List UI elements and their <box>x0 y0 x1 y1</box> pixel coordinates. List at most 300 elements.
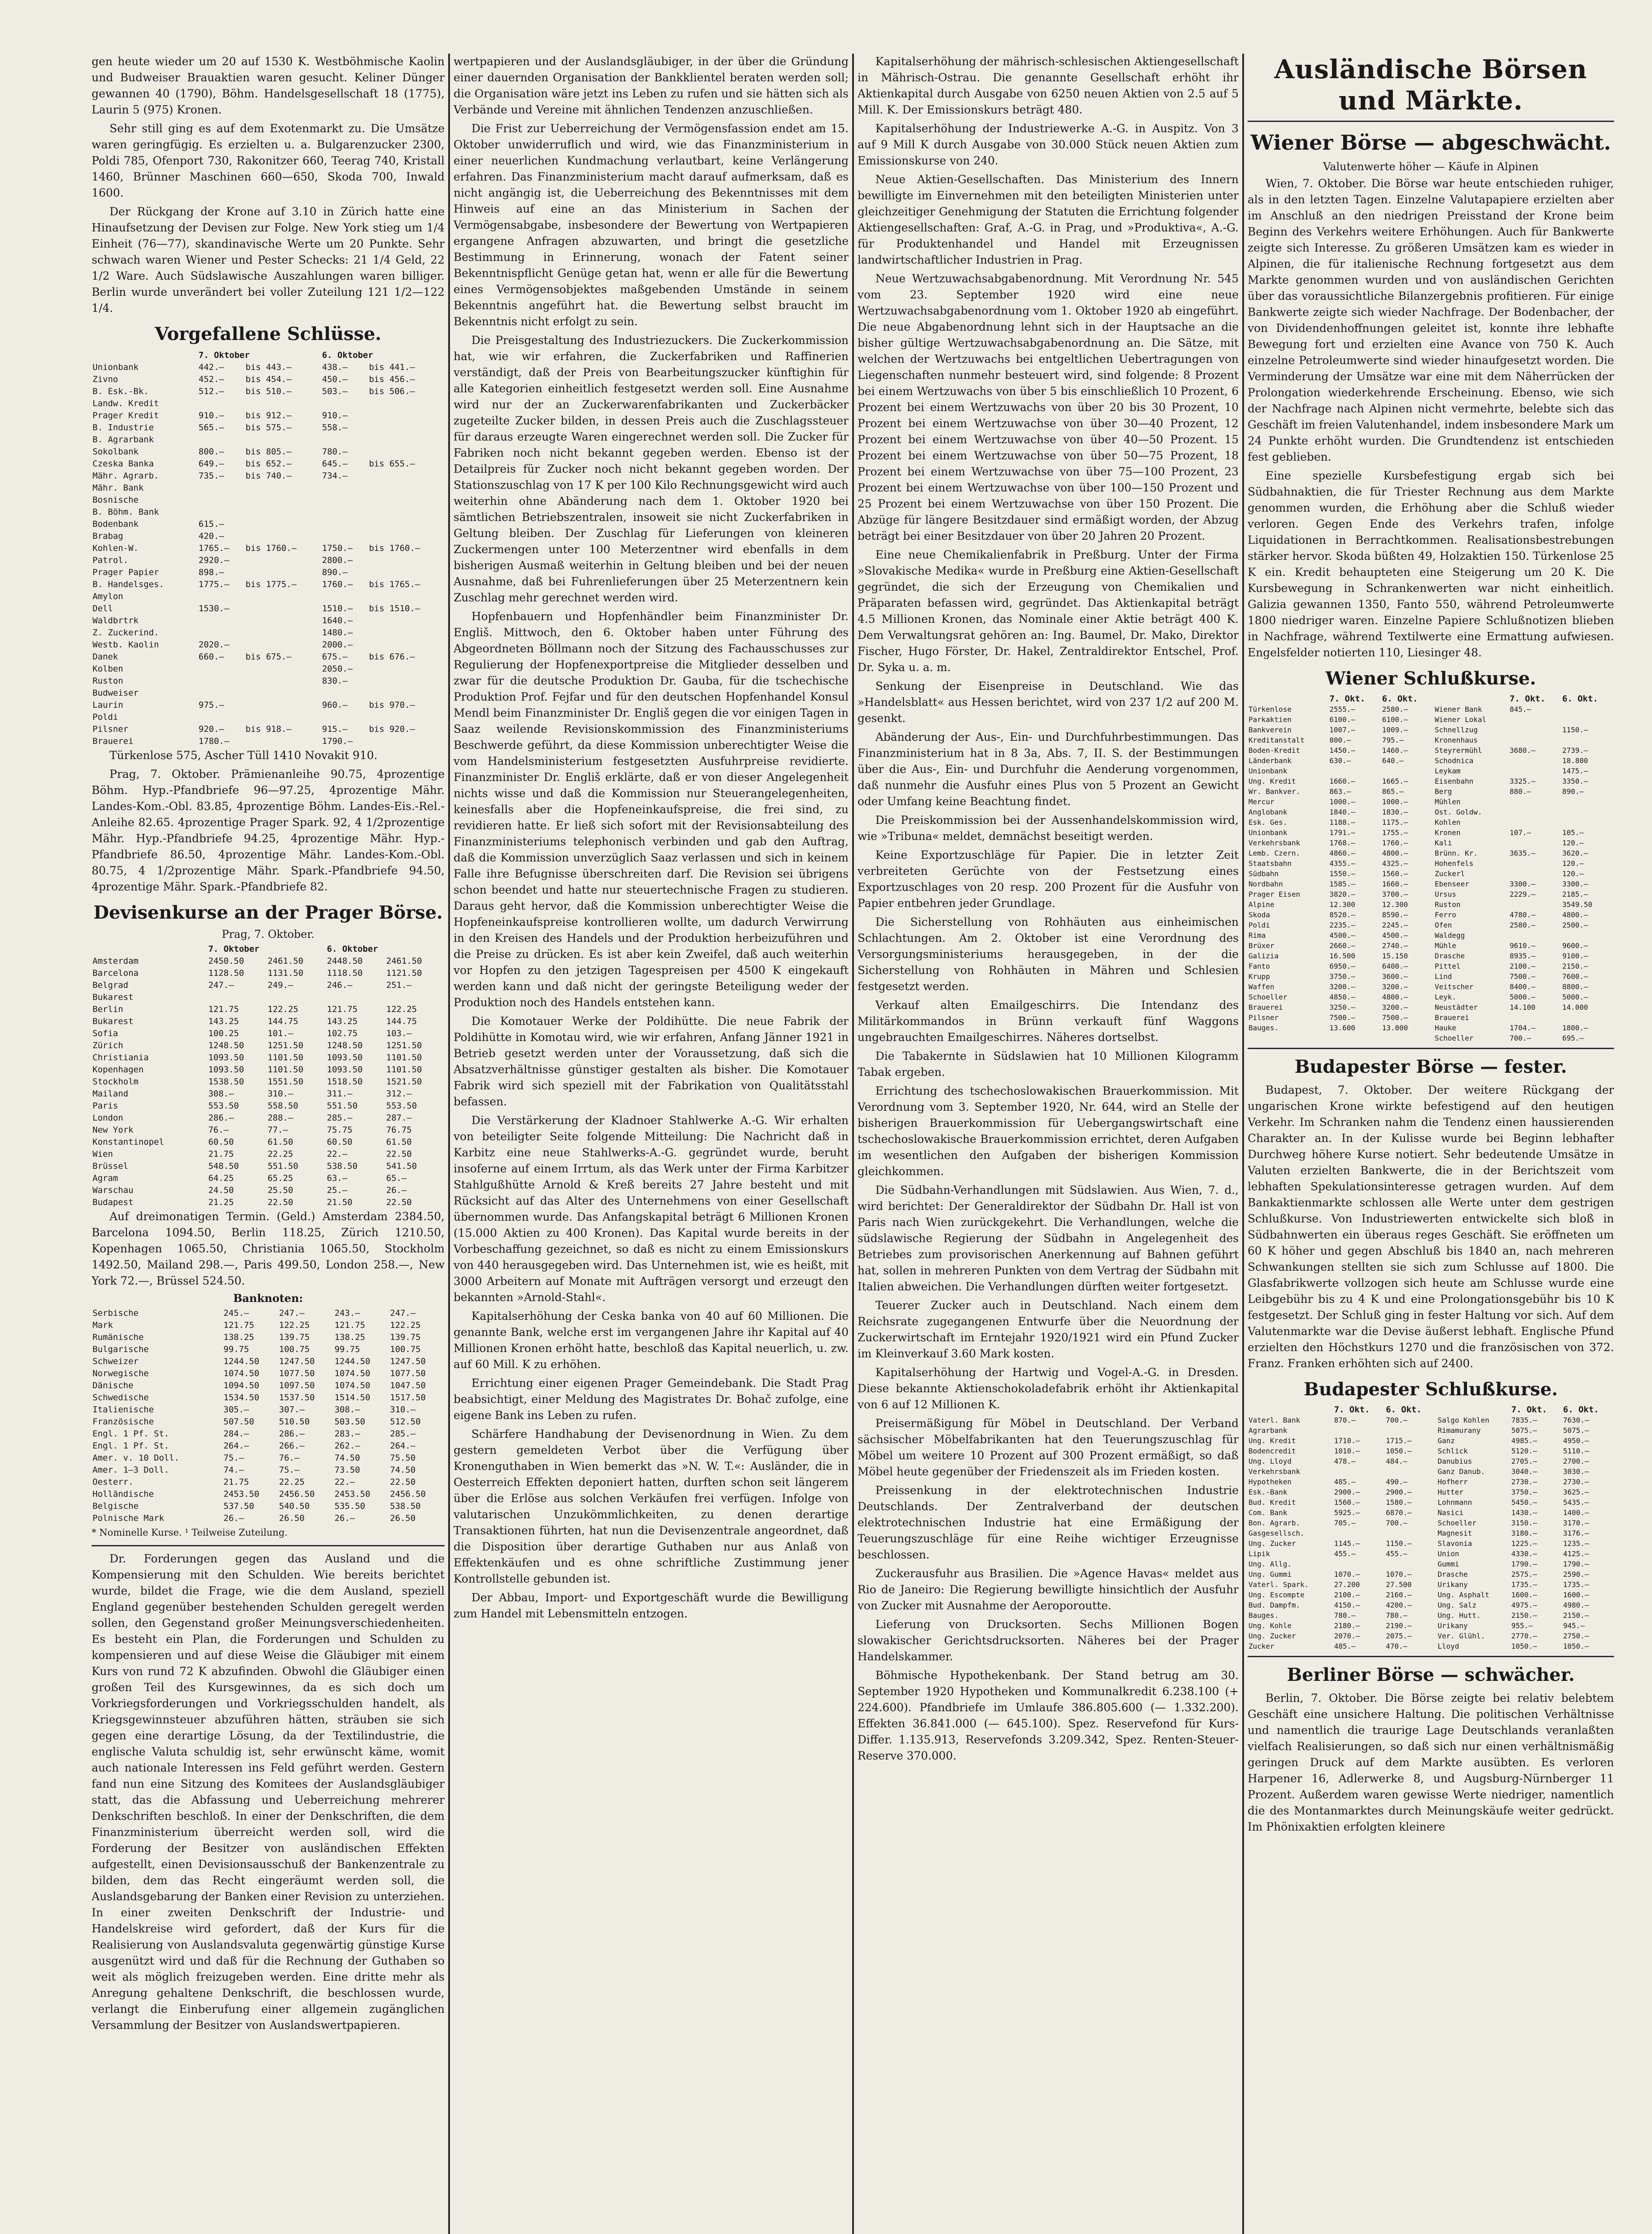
table-row <box>92 579 445 591</box>
rate-value: 1800.— <box>1562 1024 1588 1032</box>
rate-value: 100.75 <box>390 1344 421 1354</box>
rate-value: 144.75 <box>386 1016 417 1026</box>
rate-value: 1235.— <box>1563 1539 1589 1548</box>
rate-value: bis 575.— <box>245 423 292 433</box>
rate-value: 485.— <box>1334 1642 1356 1650</box>
rate-value: 1000.— <box>1382 798 1408 806</box>
rate-value <box>1561 704 1614 714</box>
row-label: Brauerei <box>1248 1003 1283 1012</box>
rate-value: 870.— <box>1334 1416 1356 1424</box>
article-paragraph: Keine Exportzuschläge für Papier. Die in letzter Zeit verbreiteten Gerüchte von der Festsetzung eines Exportzuschlages von 20 resp. 200 Prozent für die Ausfuhr von Papier entbehren jeder Grundlage. <box>858 848 1239 910</box>
rate-value: 120.— <box>1562 839 1584 847</box>
table-row <box>92 1416 445 1428</box>
rate-value <box>321 591 368 603</box>
row-label: Lloyd <box>1438 1642 1459 1650</box>
rate-value <box>1509 858 1561 869</box>
section-heading: Budapester Börse — fester. <box>1295 1056 1567 1077</box>
rate-value <box>198 591 244 603</box>
rate-value <box>368 434 445 446</box>
table-row <box>92 1136 445 1148</box>
rate-value <box>198 506 244 518</box>
article-note: Türkenlose 575, Ascher Tüll 1410 Novakit 910. <box>109 749 378 762</box>
table-row <box>1248 1415 1614 1425</box>
row-label: Skoda <box>1248 911 1270 919</box>
rate-value: 266.— <box>279 1441 305 1451</box>
rate-value: 120.— <box>1562 869 1584 878</box>
row-label: Brünn. Kr. <box>1434 849 1478 857</box>
rate-value: 1710.— <box>1334 1436 1360 1445</box>
rate-value: 75.— <box>223 1453 244 1463</box>
rate-value <box>198 434 244 446</box>
row-label: Boden-Kredit <box>1248 746 1300 755</box>
row-label: Rima <box>1248 931 1266 940</box>
rate-value: 1400.— <box>1563 1508 1589 1517</box>
row-label: Schoeller <box>1438 1519 1476 1527</box>
row-label: Zuckerl <box>1434 869 1465 878</box>
row-label: Mark <box>92 1320 113 1330</box>
rate-value <box>198 687 244 699</box>
rate-value: 450.— <box>322 374 348 384</box>
row-label: Amer. v. 10 Doll. <box>92 1453 180 1463</box>
rate-value: 26.— <box>386 1185 407 1195</box>
rate-value <box>1561 735 1614 745</box>
article-paragraph: wertpapieren und der Auslandsgläubiger, in der über die Gründung einer dauernden Organisation der Bankklientel beraten werden soll; die Organisation wäre jetzt ins Leben zu rufen und sie hätten sich als Verbände und Vereine mit ähnlichen Tendenzen anzuschließen. <box>454 55 849 116</box>
table-row <box>1248 725 1614 735</box>
rate-value: 26.— <box>223 1513 244 1523</box>
row-label: Verkehrsbank <box>1248 1467 1300 1476</box>
row-label: Brüxer <box>1248 941 1274 950</box>
rate-value: 2020.— <box>198 640 230 650</box>
rate-value: 507.50 <box>223 1417 254 1427</box>
rate-value: 138.25 <box>334 1332 366 1342</box>
rate-value: 143.25 <box>327 1016 358 1026</box>
rate-value: 800.— <box>1329 736 1351 744</box>
rate-value <box>321 398 368 410</box>
rate-value: 565.— <box>198 423 224 433</box>
row-label: Paris <box>92 1101 118 1111</box>
rate-value: 1775.— <box>198 579 230 589</box>
row-label: Barcelona <box>92 968 139 978</box>
rate-value: 2770.— <box>1511 1632 1537 1640</box>
row-label: Bodenbank <box>92 519 139 529</box>
rate-value <box>244 675 321 687</box>
rate-value: 1560.— <box>1334 1498 1360 1507</box>
rate-value <box>244 506 321 518</box>
row-label: Wr. Bankver. <box>1248 787 1300 796</box>
row-label: Amsterdam <box>92 956 139 966</box>
article-paragraph: Sehr still ging es auf dem Exotenmarkt zu. Die Umsätze waren geringfügig. Es erzielten u. a. Bulgarenzucker 2300, Poldi 785, Ofenport 730, Rakonitzer 660, Teerag 740, Kristall 1460, Brünner Maschinen 660—650, Skoda 700, Inwald 1600. <box>92 122 445 199</box>
rate-value: 2740.— <box>1382 941 1408 950</box>
rate-value <box>1333 1528 1385 1538</box>
row-label: Bulgarische <box>92 1344 149 1354</box>
table-row <box>1248 838 1614 848</box>
row-label: Bud. Dampfm. <box>1248 1601 1300 1609</box>
rate-value: 915.— <box>322 724 348 734</box>
rate-value: 3200.— <box>1329 983 1355 991</box>
row-label: Ruston <box>1434 900 1461 909</box>
article-paragraph: Dr. Forderungen gegen das Ausland und die Kompensierung mit den Schulden. Wie bereits berichtet wurde, bildet die Frage, wie die dem Ausland, speziell England gegenüber bestehenden Schulden geregelt werden sollen, den Gegenstand großer Meinungsverschiedenheiten. Es besteht ein Plan, die Forderungen und Schulden zu kompensieren und auf diese Weise die Gläubiger mit einem Kurs von rund 72 K abzufinden. Obwohl die Gläubiger einen großen Teil des Kursgewinnes, da es sich doch um Vorkriegsforderungen und Vorkriegsschulden handelt, als Kriegsgewinnsteuer abzuführen hätten, sträuben sie sich gegen eine derartige Lösung, da der Textilindustrie, die englische Valuta schuldig ist, sehr erwünscht käme, womit auch nationale Interessen ins Feld geführt werden. Gestern fand nun eine Sitzung des Komitees der Auslandsgläubiger statt, das die Abfassung und Ueberreichung mehrerer Denkschriften beschloß. In einer der Denkschriften, die dem Finanzministerium überreicht werden soll, wird die Forderung der Besitzer von ausländischen Effekten aufgestellt, einen Devisionsausschuß der Bankenzentrale zu bilden, dem das Recht eingeräumt werden soll, die Auslandsgebarung der Banken einer Revision zu unterziehen. In einer zweiten Denkschrift der Industrie- und Handelskreise wird gefordert, daß der Kurs für die Realisierung von Auslandsvaluta gegenwärtig günstige Kurse ausgenützt wird und daß für die Rechnung der Guthaben so weit als möglich freizugeben werden. Eine dritte mehr als Anregung gehaltene Denkschrift, die beschlossen wurde, verlangt die Einberufung einer allgemein zugänglichen Versammlung der Besitzer von Auslandswertpapieren. <box>92 1552 445 2032</box>
rate-value: 649.— <box>198 459 224 469</box>
section-heading: Wiener Schlußkurse. <box>1325 668 1536 689</box>
row-label: Waldbrtrk <box>92 616 139 626</box>
rate-value: 2100.— <box>1509 962 1536 970</box>
table-row <box>92 422 445 434</box>
row-label: Vaterl. Spark. <box>1248 1580 1309 1589</box>
date-header: 7. Okt. <box>1509 694 1546 704</box>
table-row <box>92 446 445 458</box>
rate-value: bis 920.— <box>369 724 415 734</box>
rate-value <box>1509 1012 1561 1023</box>
table-row <box>1248 1023 1614 1033</box>
rate-value: 2000.— <box>322 640 353 650</box>
rate-value: 3750.— <box>1511 1488 1537 1496</box>
table-row <box>1248 745 1614 756</box>
rate-value: 2453.50 <box>223 1489 260 1499</box>
table-row <box>92 1172 445 1184</box>
row-label: Ung. Gummi <box>1248 1570 1292 1579</box>
rate-value: 1050.— <box>1386 1447 1412 1455</box>
rate-value: 13.600 <box>1329 1024 1355 1032</box>
rate-value <box>244 530 321 542</box>
row-label: Hauke <box>1434 1024 1456 1032</box>
rate-value: 863.— <box>1329 787 1351 796</box>
rate-value <box>368 627 445 639</box>
rate-value: 139.75 <box>279 1332 310 1342</box>
rate-value: 1145.— <box>1334 1539 1360 1548</box>
rate-value: 1244.50 <box>223 1356 260 1366</box>
table-row <box>92 458 445 470</box>
rate-value <box>198 711 244 723</box>
rate-value: 1251.50 <box>267 1041 303 1050</box>
rate-value: 537.50 <box>223 1501 254 1511</box>
table-row <box>1248 971 1614 982</box>
row-label: Hofherr <box>1438 1478 1468 1486</box>
table-row <box>1248 1518 1614 1528</box>
table-row <box>92 518 445 530</box>
rate-value: 5435.— <box>1563 1498 1589 1507</box>
rate-value: 478.— <box>1334 1457 1356 1466</box>
rate-value: 3170.— <box>1563 1519 1589 1527</box>
rate-value: 139.75 <box>390 1332 421 1342</box>
row-label: Salgo Kohlen <box>1438 1416 1489 1424</box>
article-paragraph: Preissenkung in der elektrotechnischen Industrie Deutschlands. Der Zentralverband der deutschen elektrotechnischen Industrie hat eine Ermäßigung der Teuerungszuschläge für eine Reihe wichtiger Erzeugnisse beschlossen. <box>858 1484 1239 1561</box>
table-row <box>92 1004 445 1016</box>
rate-value: 455.— <box>1386 1550 1408 1558</box>
devisen-table <box>92 943 445 1209</box>
rate-value: 61.50 <box>267 1137 294 1147</box>
row-label: Ung. Salz <box>1438 1601 1476 1609</box>
row-label: Ebenseer <box>1434 880 1469 888</box>
row-label: B. Agrarbank <box>92 435 154 445</box>
date-header: 7. Oktober <box>208 944 260 954</box>
rate-value <box>368 711 445 723</box>
rate-value: 880.— <box>1509 787 1531 796</box>
rate-value: 15.150 <box>1382 952 1408 960</box>
rate-value: 700.— <box>1386 1416 1408 1424</box>
rate-value: 4325.— <box>1382 859 1408 868</box>
table-row <box>1248 930 1614 941</box>
rate-value: 2750.— <box>1563 1632 1589 1640</box>
rate-value: 1128.50 <box>208 968 244 978</box>
rate-value: 2730.— <box>1511 1478 1537 1486</box>
rate-value: 2070.— <box>1334 1632 1360 1640</box>
rate-value: 1010.— <box>1334 1447 1360 1455</box>
rate-value: 7500.— <box>1509 972 1536 981</box>
table-row <box>1248 982 1614 992</box>
date-header: 6. Okt. <box>1382 694 1418 704</box>
table-row <box>92 1404 445 1416</box>
rate-value: 2730.— <box>1563 1478 1589 1486</box>
rate-value: 1791.— <box>1329 828 1355 837</box>
rate-value: 288.— <box>267 1113 294 1123</box>
row-label: Krupp <box>1248 972 1270 981</box>
row-label: Prager Kredit <box>92 411 159 420</box>
rate-value: 75.75 <box>327 1125 353 1135</box>
rate-value <box>244 663 321 675</box>
rate-value <box>1385 1425 1437 1436</box>
rate-value: 122.25 <box>267 1004 298 1014</box>
rate-value: 6100.— <box>1329 715 1355 724</box>
rate-value: 1430.— <box>1511 1508 1537 1517</box>
article-paragraph: Die Komotauer Werke der Poldihütte. Die neue Fabrik der Poldihütte in Komotau wird, wie wir erfahren, Anfang Jänner 1921 in Betrieb gesetzt werden unter der Voraussetzung, daß sich die Absatzverhältnisse günstiger gestalten als bisher. Die Komotauer Fabrik wird sich speziell mit der Fabrikation von Qualitätsstahl befassen. <box>454 1015 849 1108</box>
row-label: Prager Papier <box>92 567 159 577</box>
row-label: Parkaktien <box>1248 715 1292 724</box>
row-label: B. Industrie <box>92 423 154 433</box>
row-label: Drasche <box>1434 952 1465 960</box>
rate-value: 510.50 <box>279 1417 310 1427</box>
rate-value: 264.— <box>390 1441 416 1451</box>
table-row <box>92 675 445 687</box>
section-heading: Devisenkurse an der Prager Börse. <box>93 902 443 923</box>
rate-value: 660.— <box>198 652 224 662</box>
rate-value: 243.— <box>334 1308 360 1318</box>
rate-value: 2580.— <box>1509 921 1536 929</box>
rate-value: 2160.— <box>1386 1591 1412 1599</box>
row-label: Zucker <box>1248 1642 1274 1650</box>
article-paragraph: Die Sicherstellung von Rohhäuten aus einheimischen Schlachtungen. Am 2. Oktober ist eine Verordnung des Versorgungsministeriums herausgegeben, in der die Sicherstellung von Rohhäuten in Mähren und Schlesien festgesetzt werden. <box>858 915 1239 993</box>
table-row <box>1248 920 1614 930</box>
row-label: Kronenhaus <box>1434 736 1478 744</box>
rate-value: 538.50 <box>327 1161 358 1171</box>
row-label: Dell <box>92 604 113 613</box>
rate-value: 1517.50 <box>390 1393 426 1403</box>
table-row <box>1248 1538 1614 1549</box>
date-header: 6. Okt. <box>1386 1405 1422 1415</box>
table-row <box>92 361 445 374</box>
rate-value: 1510.— <box>322 604 353 613</box>
rate-value: 1121.50 <box>386 968 422 978</box>
rate-value: 1790.— <box>322 736 353 746</box>
table-row <box>92 1076 445 1088</box>
rate-value <box>198 398 244 410</box>
wien-table <box>1248 694 1614 1043</box>
rate-value <box>1509 714 1561 725</box>
rate-value: bis 1760.— <box>369 543 420 553</box>
rate-value: 1518.50 <box>327 1077 363 1087</box>
rate-value: 735.— <box>198 471 224 481</box>
article-paragraph: Errichtung des tschechoslowakischen Brauerkommission. Mit Verordnung vom 3. September 1920, Nr. 644, wird an Stelle der bisherigen Brauerkommission für Uebergangswirtschaft eine tschechoslowakische Brauerkommission errichtet, deren Aufgaben im wesentlichen den Aufgaben der bisherigen Kommission gleichkommen. <box>858 1084 1239 1178</box>
rate-value: 1480.— <box>322 628 353 638</box>
rate-value <box>1509 930 1561 941</box>
rate-value <box>1509 725 1561 735</box>
rate-value: bis 675.— <box>245 652 292 662</box>
rate-value: 22.25 <box>279 1477 305 1487</box>
row-label: Poldi <box>92 712 118 722</box>
rate-value: 63.— <box>327 1173 348 1183</box>
table-row <box>92 1197 445 1209</box>
rate-value: 122.25 <box>386 1004 417 1014</box>
rate-value: 1660.— <box>1329 777 1355 785</box>
rate-value <box>368 494 445 506</box>
rate-value: 21.25 <box>208 1197 234 1207</box>
rate-value: 1101.50 <box>267 1065 303 1075</box>
rate-value: 1640.— <box>322 616 353 626</box>
row-label: Ruston <box>92 676 123 686</box>
row-label: Ung. Escompte <box>1248 1591 1305 1599</box>
row-label: Slavonia <box>1438 1539 1472 1548</box>
row-label: Lind <box>1434 972 1452 981</box>
rate-value: 4850.— <box>1329 993 1355 1001</box>
rate-value <box>244 591 321 603</box>
rate-value: 2461.50 <box>267 956 303 966</box>
rate-value <box>207 991 267 1004</box>
table-row <box>92 482 445 494</box>
table-row <box>92 1016 445 1028</box>
row-label: Norwegische <box>92 1369 149 1378</box>
rate-value: 26.50 <box>390 1513 416 1523</box>
rate-value <box>321 482 368 494</box>
rate-value: 251.— <box>386 980 412 990</box>
row-label: Fanto <box>1248 962 1270 970</box>
rate-value: 1251.50 <box>386 1041 422 1050</box>
rate-value <box>368 735 445 747</box>
rate-value: 551.50 <box>327 1101 358 1111</box>
rate-value <box>368 470 445 482</box>
rate-value <box>1509 807 1561 817</box>
rate-value: 1050.— <box>1563 1642 1589 1650</box>
table-row <box>1248 1425 1614 1436</box>
table-row <box>1248 827 1614 838</box>
row-label: Ung. Kredit <box>1248 777 1296 785</box>
row-label: Neustädter <box>1434 1003 1478 1012</box>
rate-value: 22.50 <box>390 1477 416 1487</box>
rate-value: 1790.— <box>1563 1560 1589 1568</box>
row-label: Budapest <box>92 1197 134 1207</box>
rate-value: 99.75 <box>223 1344 249 1354</box>
table-row <box>92 434 445 446</box>
rate-value: 1537.50 <box>279 1393 315 1403</box>
table-row <box>1248 858 1614 869</box>
rate-value: 1765.— <box>198 543 230 553</box>
rate-value: 312.— <box>386 1089 412 1099</box>
rate-value: 4980.— <box>1563 1601 1589 1609</box>
rate-value: 305.— <box>223 1405 249 1415</box>
row-label: Veitscher <box>1434 983 1474 991</box>
column-4 <box>1248 54 1614 2234</box>
row-label: Stockholm <box>92 1077 139 1087</box>
rate-value <box>1333 1559 1385 1569</box>
section-heading: Wiener Börse — abgeschwächt. <box>1250 130 1611 155</box>
row-label: Mailand <box>92 1089 129 1099</box>
rate-value: 2150.— <box>1563 1611 1589 1620</box>
row-label: Ganz <box>1438 1436 1455 1445</box>
row-label: Lohnmann <box>1438 1498 1472 1507</box>
table-row <box>1248 1446 1614 1456</box>
rate-value <box>1561 1012 1614 1023</box>
rate-value: 2900.— <box>1386 1488 1412 1496</box>
rate-value: 1538.50 <box>208 1077 244 1087</box>
row-label: Union <box>1438 1550 1459 1558</box>
rate-value: 24.50 <box>208 1185 234 1195</box>
article-paragraph: Die Verstärkerung der Kladnoer Stahlwerke A.-G. Wir erhalten von beteiligter Seite folgende Mitteilung: Die Nachricht daß in Karbitz eine neue Stahlwerks-A.-G. gegründet wurde, beruht insoferne auf einem Irrtum, als das Werk unter der Firma Karbitzer Stahlgußhütte Arnold & Kreß bereits 27 Jahre besteht und mit Rücksicht auf das Alter des Unternehmens von einer Gesellschaft übernommen wurde. Das Anfangskapital beträgt 6 Millionen Kronen (15.000 Aktien zu 400 Kronen). Das Kapital wurde bereits in der Vorbeschaffung gezeichnet, so daß es nicht zu einem Emissionskurs von 440 herausgegeben wird. Das Unternehmen ist, wie es heißt, mit 3000 Arbeitern auf Monate mit Aufträgen versorgt und erzeugt den bekannten »Arnold-Stahl«. <box>454 1114 849 1304</box>
row-label: Unionbank <box>1248 767 1287 775</box>
table-row <box>92 567 445 579</box>
rate-value: 1244.50 <box>334 1356 370 1366</box>
rate-value <box>1385 1528 1437 1538</box>
rate-value: 1247.50 <box>390 1356 426 1366</box>
table-row <box>92 1100 445 1112</box>
table-row <box>92 723 445 735</box>
row-label: Bosnische <box>92 495 139 505</box>
rate-value: 484.— <box>1386 1457 1408 1466</box>
row-label: Bukarest <box>92 1016 134 1026</box>
rate-value: 1551.50 <box>267 1077 303 1087</box>
rate-value: 75.— <box>279 1465 300 1475</box>
rate-value: 4975.— <box>1511 1601 1537 1609</box>
rate-value: 103.— <box>386 1029 412 1038</box>
rate-value: bis 912.— <box>245 411 292 420</box>
rate-value: bis 1510.— <box>369 604 420 613</box>
rate-value: 60.50 <box>327 1137 353 1147</box>
rate-value <box>244 518 321 530</box>
rate-value: 247.— <box>390 1308 416 1318</box>
rate-value: 695.— <box>1562 1034 1584 1042</box>
table-row <box>92 494 445 506</box>
row-label: Nordbahn <box>1248 880 1283 888</box>
rate-value: 955.— <box>1511 1621 1533 1630</box>
table-row <box>1248 941 1614 951</box>
row-label: Bankverein <box>1248 726 1292 734</box>
rate-value: 3300.— <box>1509 880 1536 888</box>
rate-value: 1521.50 <box>386 1077 422 1087</box>
rate-value: 553.50 <box>208 1101 239 1111</box>
rate-value: 2456.50 <box>390 1489 426 1499</box>
rate-value: 2456.50 <box>279 1489 315 1499</box>
row-label: Schoeller <box>1248 993 1287 1001</box>
rate-value: 3549.50 <box>1562 900 1593 909</box>
rate-value: bis 454.— <box>245 374 292 384</box>
rate-value <box>1509 797 1561 807</box>
rate-value: 247.— <box>208 980 234 990</box>
rate-value <box>368 506 445 518</box>
rate-value: 311.— <box>327 1089 353 1099</box>
table-row <box>92 1160 445 1172</box>
date-header: 6. Okt. <box>1563 1405 1599 1415</box>
banknoten-table <box>92 1307 445 1524</box>
rate-value: 2453.50 <box>334 1489 370 1499</box>
row-label: Ung. Kohle <box>1248 1621 1292 1630</box>
table-header-row <box>1248 694 1614 704</box>
rate-value: 4800.— <box>1382 849 1408 857</box>
rate-value: 1660.— <box>1382 880 1408 888</box>
rate-value: 308.— <box>334 1405 360 1415</box>
rate-value: 1760.— <box>322 579 353 589</box>
table-row <box>1248 951 1614 961</box>
table-row <box>92 687 445 699</box>
rate-value: 675.— <box>322 652 348 662</box>
article-paragraph: Prag, 7. Oktober. Prämienanleihe 90.75, 4prozentige Böhm. Hyp.-Pfandbriefe 96—97.25, 4prozentige Mähr. Landes-Kom.-Obl. 83.85, 4prozentige Böhm. Landes-Eis.-Rel.-Anleihe 82.65. 4prozentige Prager Spark. 92, 4 1/2prozentige Mähr. Hyp.-Pfandbriefe 94.25, 4prozentige Mähr. Hyp.-Pfandbriefe 86.50, 4prozentige Mähr. Landes-Kom.-Obl. 80.75, 4 1/2prozentige Mähr. Spark.-Pfandbriefe 94.50, 4prozentige Mähr. Spark.-Pfandbriefe 82. <box>92 768 445 893</box>
row-label: Belgische <box>92 1501 139 1511</box>
